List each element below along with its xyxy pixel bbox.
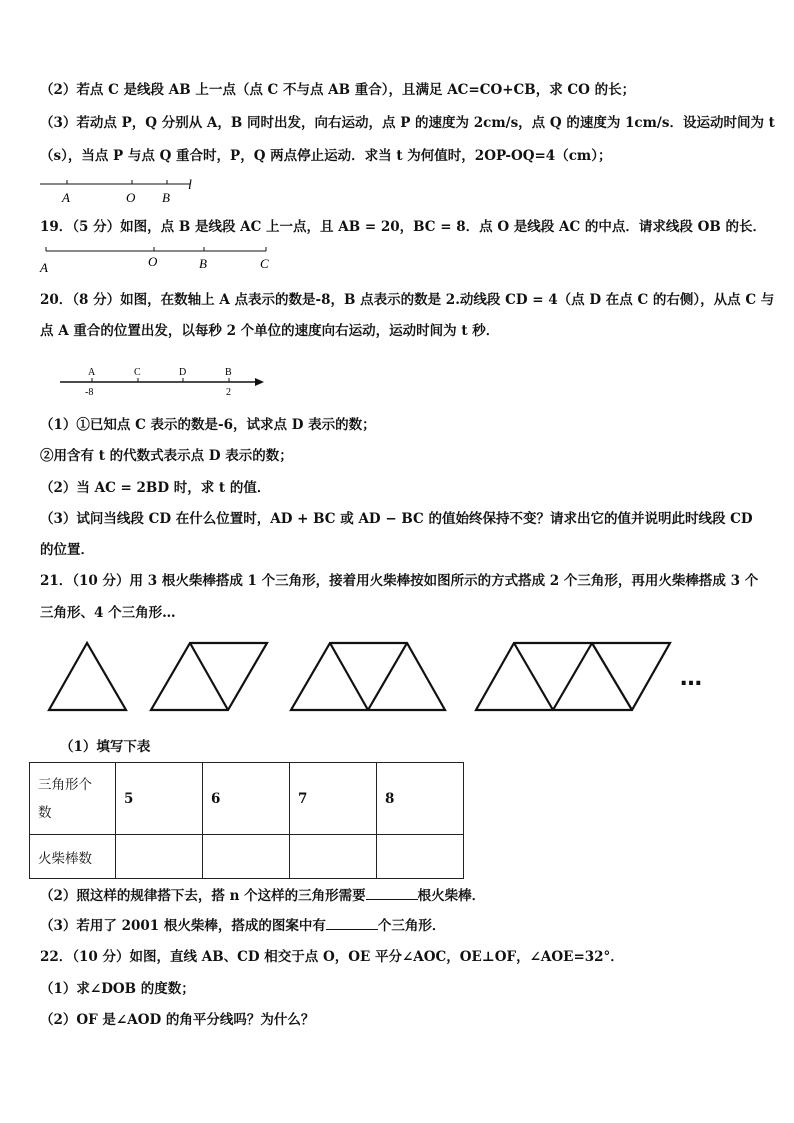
table-cell: 6 bbox=[203, 763, 290, 835]
q20-value-a: -8 bbox=[85, 387, 94, 398]
table-cell[interactable] bbox=[116, 835, 203, 879]
q19-text: 19．（5 分）如图，点 B 是线段 AC 上一点，且 AB = 20，BC = 8．点 O 是线段 AC 的中点．请求线段 OB 的长． bbox=[40, 219, 766, 235]
q18-part3-line1: （3）若动点 P，Q 分别从 A，B 同时出发，向右运动，点 P 的速度为 2cm/s，点 Q 的速度为 1cm/s．设运动时间为 t bbox=[40, 115, 775, 131]
q18-label-l: l bbox=[188, 178, 192, 193]
q19-label-a: A bbox=[40, 260, 48, 275]
q20-value-b: 2 bbox=[226, 387, 231, 398]
q18-label-a: A bbox=[62, 190, 70, 205]
q21-line1: 21．（10 分）用 3 根火柴棒搭成 1 个三角形，接着用火柴棒按如图所示的方式搭成 2 个三角形，再用火柴棒搭成 3 个 bbox=[40, 573, 759, 589]
q19-label-b: B bbox=[199, 256, 207, 271]
q19-label-o: O bbox=[148, 254, 158, 269]
q18-part2: （2）若点 C 是线段 AB 上一点（点 C 不与点 AB 重合），且满足 AC=CO+CB，求 CO 的长； bbox=[40, 82, 636, 98]
q20-label-b: B bbox=[225, 367, 232, 378]
matchstick-triangles-figure bbox=[40, 636, 720, 718]
figure-ellipsis: … bbox=[680, 666, 702, 691]
q18-line-figure bbox=[30, 172, 210, 206]
figure-4-triangles bbox=[476, 643, 670, 710]
q21-sub2: （2）照这样的规律搭下去，搭 n 个这样的三角形需要 根火柴棒． bbox=[40, 885, 485, 906]
table-cell: 7 bbox=[290, 763, 377, 835]
table-row bbox=[30, 835, 464, 879]
figure-1-triangle bbox=[49, 643, 126, 710]
q19-segment-figure bbox=[38, 244, 278, 276]
table-cell[interactable] bbox=[290, 835, 377, 879]
matchstick-table bbox=[29, 762, 464, 879]
q21-sub3: （3）若用了 2001 根火柴棒，搭成的图案中有 个三角形． bbox=[40, 915, 445, 936]
q20-number-line bbox=[56, 364, 270, 398]
q20-sub3-line1: （3）试问当线段 CD 在什么位置时，AD + BC 或 AD − BC 的值始终保持不变？请求出它的值并说明此时线段 CD bbox=[40, 511, 753, 527]
table-cell[interactable] bbox=[203, 835, 290, 879]
figure-2-triangles bbox=[151, 643, 267, 710]
q20-label-a: A bbox=[88, 367, 96, 378]
table-cell[interactable] bbox=[377, 835, 464, 879]
row1-header: 三角形个 数 bbox=[30, 763, 116, 835]
row2-header: 火柴棒数 bbox=[30, 835, 116, 879]
q20-sub3-line2: 的位置． bbox=[40, 542, 94, 558]
q20-sub2: （2）当 AC = 2BD 时，求 t 的值． bbox=[40, 480, 271, 496]
q22-text: 22．（10 分）如图，直线 AB、CD 相交于点 O，OE 平分∠AOC，OE⊥OF，∠AOE=32°． bbox=[40, 949, 624, 965]
q20-line1: 20．（8 分）如图，在数轴上 A 点表示的数是-8，B 点表示的数是 2.动线段 CD = 4（点 D 在点 C 的右侧），从点 C 与 bbox=[40, 292, 775, 308]
table-cell: 8 bbox=[377, 763, 464, 835]
table-cell: 5 bbox=[116, 763, 203, 835]
q20-sub1b: ②用含有 t 的代数式表示点 D 表示的数； bbox=[40, 448, 293, 464]
q22-sub2: （2）OF 是∠AOD 的角平分线吗？为什么？ bbox=[40, 1012, 315, 1028]
q18-label-b: B bbox=[162, 190, 170, 205]
q20-sub1a: （1）①已知点 C 表示的数是-6，试求点 D 表示的数； bbox=[40, 417, 376, 433]
table-caption: （1）填写下表 bbox=[60, 739, 151, 755]
q18-label-o: O bbox=[126, 190, 136, 205]
q20-line2: 点 A 重合的位置出发，以每秒 2 个单位的速度向右运动，运动时间为 t 秒． bbox=[40, 323, 500, 339]
q20-label-d: D bbox=[179, 367, 187, 378]
q21-line2: 三角形、4 个三角形… bbox=[40, 605, 176, 621]
table-row bbox=[30, 763, 464, 835]
q18-part3-line2: （s），当点 P 与点 Q 重合时，P，Q 两点停止运动．求当 t 为何值时，2OP-OQ=4（cm）； bbox=[40, 148, 612, 164]
q19-label-c: C bbox=[260, 256, 269, 271]
answer-blank[interactable] bbox=[366, 885, 418, 900]
q22-sub1: （1）求∠DOB 的度数； bbox=[40, 981, 195, 997]
answer-blank[interactable] bbox=[326, 915, 378, 930]
figure-3-triangles bbox=[291, 643, 445, 710]
q20-label-c: C bbox=[134, 367, 141, 378]
